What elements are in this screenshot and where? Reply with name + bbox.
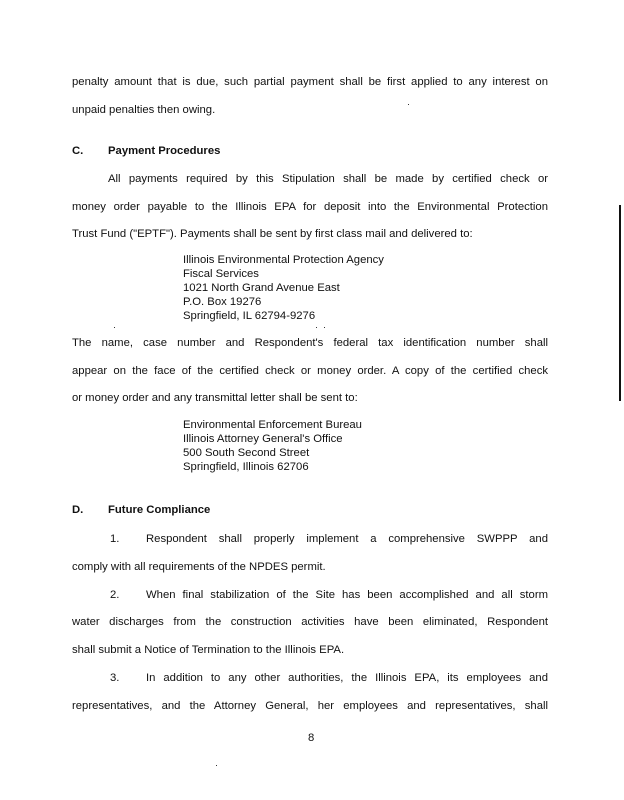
- item-number: 2.: [110, 589, 120, 601]
- item-number: 1.: [110, 533, 120, 545]
- body-line: penalty amount that is due, such partial payment shall be first applied to any interest on: [72, 76, 548, 88]
- scan-speck: [324, 327, 325, 328]
- scan-speck: [216, 765, 217, 766]
- body-line: Respondent shall properly implement a comprehensive SWPPP and: [146, 533, 548, 545]
- body-line: unpaid penalties then owing.: [72, 104, 216, 116]
- section-heading-d: [72, 503, 210, 517]
- section-title: Future Compliance: [108, 504, 211, 516]
- section-heading-c: [72, 144, 220, 158]
- body-line: appear on the face of the certified check or money order. A copy of the certified check: [72, 365, 548, 377]
- address-line: P.O. Box 19276: [183, 295, 262, 308]
- page-number: 8: [308, 732, 315, 744]
- address-line: Springfield, Illinois 62706: [183, 460, 309, 473]
- scan-speck: [408, 104, 409, 105]
- address-line: 1021 North Grand Avenue East: [183, 281, 340, 294]
- body-line: In addition to any other authorities, the Illinois EPA, its employees and: [146, 672, 548, 684]
- address-line: Environmental Enforcement Bureau: [183, 419, 362, 431]
- scan-speck: [114, 327, 115, 328]
- body-line: comply with all requirements of the NPDES permit.: [72, 561, 326, 573]
- body-line: or money order and any transmittal letter shall be sent to:: [72, 392, 358, 404]
- body-line: All payments required by this Stipulation shall be made by certified check or: [108, 173, 548, 185]
- margin-revision-bar: [619, 205, 621, 401]
- list-item-2: [110, 588, 548, 602]
- body-line: representatives, and the Attorney General, her employees and representatives, shall: [72, 700, 548, 712]
- body-line: shall submit a Notice of Termination to the Illinois EPA.: [72, 644, 345, 656]
- address-block-ag: [183, 419, 362, 475]
- address-line: 500 South Second Street: [183, 446, 310, 459]
- item-number: 3.: [110, 672, 120, 684]
- scan-speck: [316, 327, 317, 328]
- address-line: Illinois Attorney General's Office: [183, 432, 343, 445]
- body-line: The name, case number and Respondent's federal tax identification number shall: [72, 337, 548, 349]
- address-line: Fiscal Services: [183, 267, 259, 280]
- body-line: money order payable to the Illinois EPA for deposit into the Environmental Protection: [72, 201, 548, 213]
- body-line: Trust Fund ("EPTF"). Payments shall be sent by first class mail and delivered to:: [72, 228, 473, 240]
- section-label: C.: [72, 145, 84, 157]
- address-line: Illinois Environmental Protection Agency: [183, 254, 384, 266]
- section-title: Payment Procedures: [108, 145, 221, 157]
- section-label: D.: [72, 504, 84, 516]
- list-item-3: [110, 671, 548, 685]
- address-block-epa: [183, 254, 384, 324]
- list-item-1: [110, 532, 548, 546]
- body-line: When final stabilization of the Site has been accomplished and all storm: [146, 589, 548, 601]
- address-line: Springfield, IL 62794-9276: [183, 309, 316, 322]
- body-line: water discharges from the construction activities have been eliminated, Respondent: [72, 616, 548, 628]
